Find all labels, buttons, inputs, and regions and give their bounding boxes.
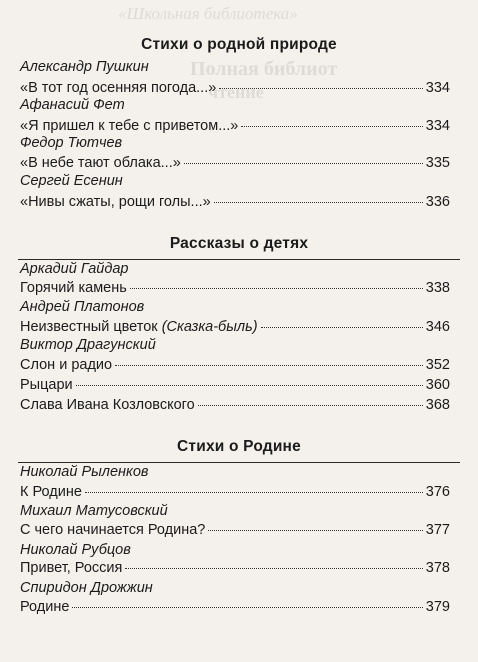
entry-title: Слон и радио	[20, 357, 113, 373]
page-number: 334	[425, 80, 450, 96]
section-title-stories-about-children: Рассказы о детях	[169, 235, 309, 252]
entry-title: Слава Ивана Козловского	[20, 397, 195, 413]
entry-title: Горячий камень	[20, 280, 127, 296]
leader-dots	[115, 365, 423, 366]
toc-entry[interactable]	[20, 317, 450, 337]
page-number: 368	[425, 397, 450, 413]
author-name: Николай Рыленков	[20, 464, 149, 480]
entry-title: С чего начинается Родина?	[20, 522, 206, 538]
entry-title	[20, 317, 258, 337]
page-number: 346	[425, 319, 450, 335]
leader-dots	[261, 327, 423, 328]
author-name: Николай Рубцов	[20, 542, 131, 558]
author-name: Виктор Драгунский	[20, 337, 156, 353]
leader-dots	[125, 568, 422, 569]
page-number: 377	[425, 522, 450, 538]
entry-title: К Родине	[20, 484, 82, 500]
leader-dots	[76, 385, 423, 386]
author-name: Аркадий Гайдар	[20, 261, 129, 277]
toc-entry[interactable]	[20, 520, 450, 540]
section-title-native-nature-poems: Стихи о родной природе	[141, 36, 337, 53]
entry-title: «В небе тают облака...»	[20, 155, 181, 171]
entry-title: «Я пришел к тебе с приветом...»	[20, 118, 239, 134]
leader-dots	[85, 492, 423, 493]
toc-entry[interactable]	[20, 482, 450, 502]
section-title-poems-about-motherland: Стихи о Родине	[177, 438, 301, 455]
leader-dots	[130, 288, 423, 289]
toc-entry[interactable]	[20, 192, 450, 212]
toc-entry[interactable]	[20, 395, 450, 415]
author-name: Сергей Есенин	[20, 173, 123, 189]
entry-title-text: Неизвестный цветок	[20, 319, 158, 335]
entry-title: «В тот год осенняя погода...»	[20, 80, 217, 96]
author-name: Федор Тютчев	[20, 135, 123, 151]
leader-dots	[241, 126, 422, 127]
page-number: 338	[425, 280, 450, 296]
page-number: 335	[425, 155, 450, 171]
entry-subtitle: (Сказка-быль)	[161, 319, 258, 335]
toc-entry[interactable]	[20, 153, 450, 173]
show-through-decoration: Полная библиот	[190, 58, 338, 80]
leader-dots	[219, 88, 423, 89]
toc-entry[interactable]	[20, 355, 450, 375]
show-through-decoration: «Школьная библиотека»	[118, 4, 298, 23]
toc-entry[interactable]	[20, 278, 450, 298]
page-number: 352	[425, 357, 450, 373]
leader-dots	[208, 530, 422, 531]
toc-entry[interactable]	[20, 597, 450, 617]
entry-title: «Нивы сжаты, рощи голы...»	[20, 194, 211, 210]
toc-entry[interactable]	[20, 375, 450, 395]
page-number: 379	[425, 599, 450, 615]
leader-dots	[72, 607, 422, 608]
entry-title: Рыцари	[20, 377, 73, 393]
leader-dots	[214, 202, 423, 203]
page-number: 378	[425, 560, 450, 576]
entry-title: Родине	[20, 599, 70, 615]
page-number: 336	[425, 194, 450, 210]
author-name: Спиридон Дрожжин	[20, 580, 153, 596]
show-through-decoration: чтение	[208, 82, 264, 102]
leader-dots	[184, 163, 423, 164]
leader-dots	[198, 405, 423, 406]
toc-entry[interactable]	[20, 558, 450, 578]
page-number: 360	[425, 377, 450, 393]
entry-title: Привет, Россия	[20, 560, 123, 576]
author-name: Александр Пушкин	[20, 59, 149, 75]
page-number: 376	[425, 484, 450, 500]
page-number: 334	[425, 118, 450, 134]
author-name: Афанасий Фет	[20, 97, 125, 113]
author-name: Андрей Платонов	[20, 299, 145, 315]
author-name: Михаил Матусовский	[20, 503, 168, 519]
